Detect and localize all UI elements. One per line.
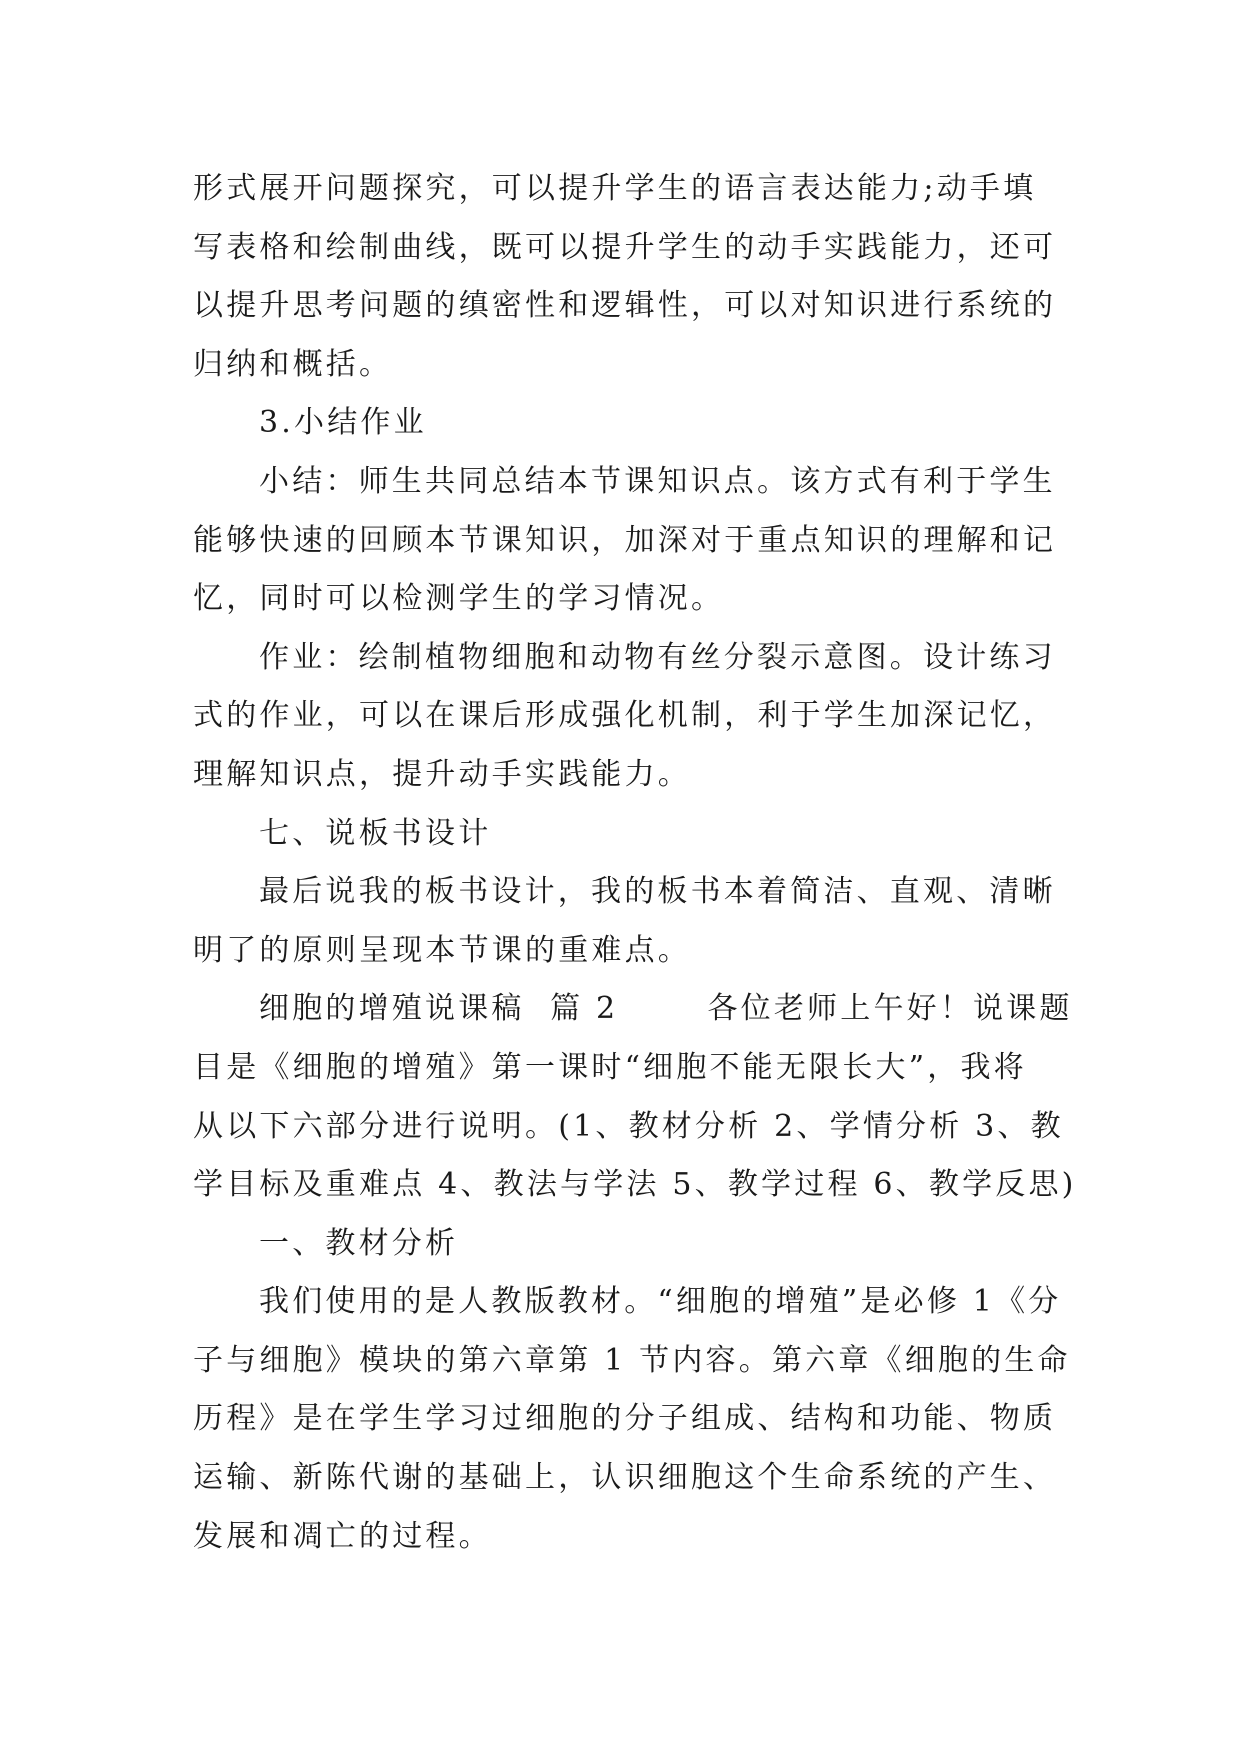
- text-line: 目是《细胞的增殖》第一课时“细胞不能无限长大”，我将: [193, 1049, 1027, 1085]
- document-body: [193, 160, 1077, 1566]
- text-line: 归纳和概括。: [193, 346, 393, 382]
- text-line: 学目标及重难点 4、教法与学法 5、教学过程 6、教学反思): [193, 1167, 1077, 1203]
- text-line: 从以下六部分进行说明。(1、教材分析 2、学情分析 3、教: [193, 1108, 1064, 1144]
- text-line: 细胞的增殖说课稿 篇 2 各位老师上午好！说课题: [259, 991, 1073, 1027]
- text-line: 写表格和绘制曲线，既可以提升学生的动手实践能力，还可: [193, 229, 1057, 265]
- text-line: 我们使用的是人教版教材。“细胞的增殖”是必修 1《分: [259, 1284, 1062, 1320]
- text-line: 明了的原则呈现本节课的重难点。: [193, 932, 691, 968]
- text-line: 理解知识点，提升动手实践能力。: [193, 756, 691, 792]
- text-line: 作业：绘制植物细胞和动物有丝分裂示意图。设计练习: [259, 639, 1056, 675]
- text-line: 最后说我的板书设计，我的板书本着简洁、直观、清晰: [259, 874, 1056, 910]
- text-line: 3.小结作业: [259, 405, 427, 441]
- text-line: 忆，同时可以检测学生的学习情况。: [193, 581, 725, 617]
- text-line: 形式展开问题探究，可以提升学生的语言表达能力;动手填: [193, 171, 1037, 206]
- text-line: 发展和凋亡的过程。: [193, 1518, 492, 1554]
- text-line: 一、教材分析: [259, 1225, 459, 1261]
- text-line: 历程》是在学生学习过细胞的分子组成、结构和功能、物质: [193, 1401, 1057, 1437]
- text-line: 式的作业，可以在课后形成强化机制，利于学生加深记忆，: [193, 698, 1057, 734]
- text-line: 子与细胞》模块的第六章第 1 节内容。第六章《细胞的生命: [193, 1342, 1071, 1378]
- text-line: 小结：师生共同总结本节课知识点。该方式有利于学生: [259, 463, 1056, 499]
- text-line: 运输、新陈代谢的基础上，认识细胞这个生命系统的产生、: [193, 1460, 1057, 1496]
- text-line: 七、说板书设计: [259, 815, 492, 851]
- text-line: 能够快速的回顾本节课知识，加深对于重点知识的理解和记: [193, 522, 1057, 558]
- text-line: 以提升思考问题的缜密性和逻辑性，可以对知识进行系统的: [193, 288, 1057, 324]
